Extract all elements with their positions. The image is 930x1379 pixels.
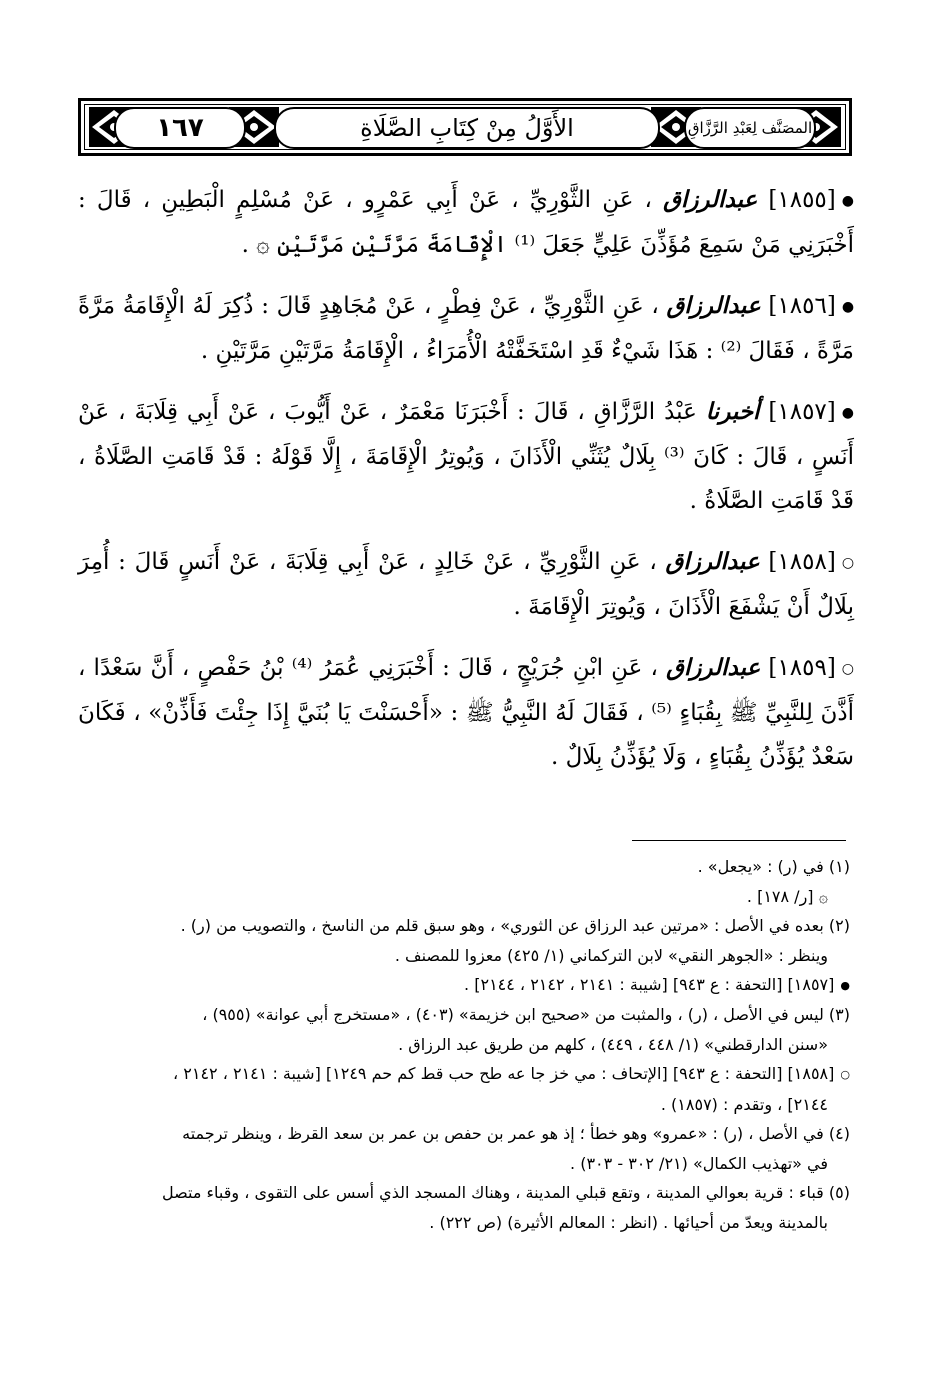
footnote-text: [١٨٥٨] [التحفة : ع ٩٤٣] [الإتحاف : مي خز جا عه طح حب قط كم حم ١٢٤٩] [شيبة : ٢١٤١ ، ٢١٤٢ ، — [173, 1064, 835, 1084]
filled-bullet-icon: ● — [841, 299, 855, 315]
filled-bullet-icon: ● — [841, 193, 854, 209]
hadith-number: [١٨٥٩] — [768, 655, 836, 681]
hadith-number: [١٨٥٥] — [768, 187, 836, 213]
hollow-bullet-icon: ○ — [840, 1068, 850, 1081]
footnote-line: (٤) في الأصل ، (ر) : «عمرو» وهو خطأ ؛ إذ هو عمر بن حفص بن عمر بن سعد القرظ ، وينظر ترجمته — [182, 1124, 850, 1143]
narrator: عبدالرزاق — [663, 186, 758, 213]
page-number: ١٦٧ — [156, 113, 204, 143]
footnote-line: في «تهذيب الكمال» (٢١/ ٣٠٢ - ٣٠٣) . — [570, 1153, 828, 1173]
hadith-text: عَبْدُ الرَّزَّاقِ ، قَالَ : أَخْبَرَنَا مَعْمَرٌ ، عَنْ أَيُّوبَ ، عَنْ أَبِي قِلَابَةَ ، عَنْ أَنَسٍ ، قَالَ : كَانَ ⁽³⁾ بِلَالٌ يُثَنِّي الْأَذَانَ ، وَيُوتِرُ الْإِقَامَةَ ، إِلَّا قَوْلَهُ : قَدْ قَامَتِ الصَّلَاةُ ، قَدْ قَامَتِ الصَّلَاةُ . — [78, 399, 854, 514]
footnote-line: ۞ [ر/ ١٧٨] . — [746, 886, 828, 906]
hadith-1857 — [78, 390, 854, 523]
footnote-line: (٣) ليس في الأصل ، (ر) ، والمثبت من «صحيح ابن خزيمة» (٤٠٣) ، «مستخرج أبي عوانة» (٩٥٥) ، — [202, 1005, 850, 1025]
hadith-number: [١٨٥٦] — [768, 293, 836, 319]
hadith-number: [١٨٥٧] — [768, 399, 836, 425]
footnote-text: [١٨٥٧] [التحفة : ع ٩٤٣] [شيبة : ٢١٤١ ، ٢١٤٢ ، ٢١٤٤] . — [464, 975, 835, 994]
page-header — [78, 98, 852, 156]
footnote-line: وينظر : «الجوهر النقي» لابن التركماني (١/ ٤٢٥) معزوا للمصنف . — [394, 945, 828, 965]
footnote-line: بالمدينة ويعدّ من أحيائها . (انظر : المعالم الأثيرة) (ص ٢٢٢) . — [429, 1212, 828, 1232]
footnote-separator — [632, 840, 846, 841]
footnote-line — [80, 1059, 850, 1089]
filled-bullet-icon: ● — [841, 405, 854, 421]
main-text — [78, 178, 854, 796]
footnote-line — [80, 970, 850, 1000]
hadith-1859 — [78, 646, 854, 779]
book-logo: المصَنَّف لِعَبْدِ الرَّزَّاقِ — [687, 119, 813, 137]
hadith-text: ، عَنِ الثَّوْرِيِّ ، عَنْ أَبِي عَمْرٍو ، عَنْ مُسْلِمٍ الْبَطِينِ ، قَالَ : أَخْبَرَنِي مَنْ سَمِعَ مُؤَذِّنَ عَلِيٍّ جَعَلَ ⁽¹⁾ الْإِقَامَةَ مَرَّتَيْنِ مَرَّتَيْنِ ۞ . — [78, 187, 854, 258]
page-number-cartouche — [114, 107, 246, 149]
footnote-line: (٥) قباء : قرية بعوالي المدينة ، وتقع قبلي المدينة ، وهناك المسجد الذي أسس على التقوى ، وقباء متصل — [162, 1183, 850, 1202]
footnote-line: «سنن الدارقطني» (١/ ٤٤٨ ، ٤٤٩) ، كلهم من طريق عبد الرزاق . — [398, 1034, 828, 1054]
narrator: عبدالرزاق — [666, 654, 761, 681]
filled-bullet-icon: ● — [840, 978, 850, 992]
running-title-cartouche — [274, 107, 660, 149]
hadith-1858 — [78, 540, 854, 629]
footnotes — [80, 852, 850, 1237]
hollow-bullet-icon: ○ — [841, 661, 855, 677]
hadith-text: ، عَنِ الثَّوْرِيِّ ، عَنْ خَالِدٍ ، عَنْ أَبِي قِلَابَةَ ، عَنْ أَنَسٍ قَالَ : أُمِرَ بِلَالٌ أَنْ يَشْفَعَ الْأَذَانَ ، وَيُوتِرَ الْإِقَامَةَ . — [78, 549, 854, 620]
hadith-text: ، عَنِ الثَّوْرِيِّ ، عَنْ فِطْرٍ ، عَنْ مُجَاهِدٍ قَالَ : ذُكِرَ لَهُ الْإِقَامَةُ مَرَّةً مَرَّةً ، فَقَالَ ⁽²⁾ : هَذَا شَيْءٌ قَدِ اسْتَخَفَّتْهُ الْأُمَرَاءُ ، الْإِقَامَةُ مَرَّتَيْنِ مَرَّتَيْنِ . — [78, 293, 854, 364]
hadith-1855 — [78, 178, 854, 267]
footnote-line: ٢١٤٤] ، وتقدم : (١٨٥٧) . — [660, 1094, 828, 1114]
hadith-number: [١٨٥٨] — [768, 549, 836, 575]
footnote-line: (٢) بعده في الأصل : «مرتين عبد الرزاق عن الثوري» ، وهو سبق قلم من الناسخ ، والتصويب من (ر) . — [180, 916, 850, 935]
narrator: أخبرنا — [705, 398, 760, 425]
hadith-1856 — [78, 284, 854, 373]
hadith-text: ، عَنِ ابْنِ جُرَيْجٍ ، قَالَ : أَخْبَرَنِي عُمَرُ ⁽⁴⁾ بْنُ حَفْصٍ ، أَنَّ سَعْدًا ، أَذَّنَ لِلنَّبِيِّ ﷺ بِقُبَاءٍ ⁽⁵⁾ ، فَقَالَ لَهُ النَّبِيُّ ﷺ : «أَحْسَنْتَ يَا بُنَيَّ إِذَا جِئْتَ فَأَذِّنْ» ، فَكَانَ سَعْدٌ يُؤَذِّنُ بِقُبَاءٍ ، وَلَا يُؤَذِّنُ بِلَالٌ . — [78, 655, 854, 770]
running-title: الأَوَّلُ مِنْ كِتَابِ الصَّلَاةِ — [360, 114, 574, 142]
book-logo-cartouche — [684, 107, 816, 149]
narrator: عبدالرزاق — [665, 548, 760, 575]
footnote-line: (١) في (ر) : «يجعل» . — [697, 857, 850, 876]
hollow-bullet-icon: ○ — [841, 555, 855, 571]
narrator: عبدالرزاق — [666, 292, 761, 319]
